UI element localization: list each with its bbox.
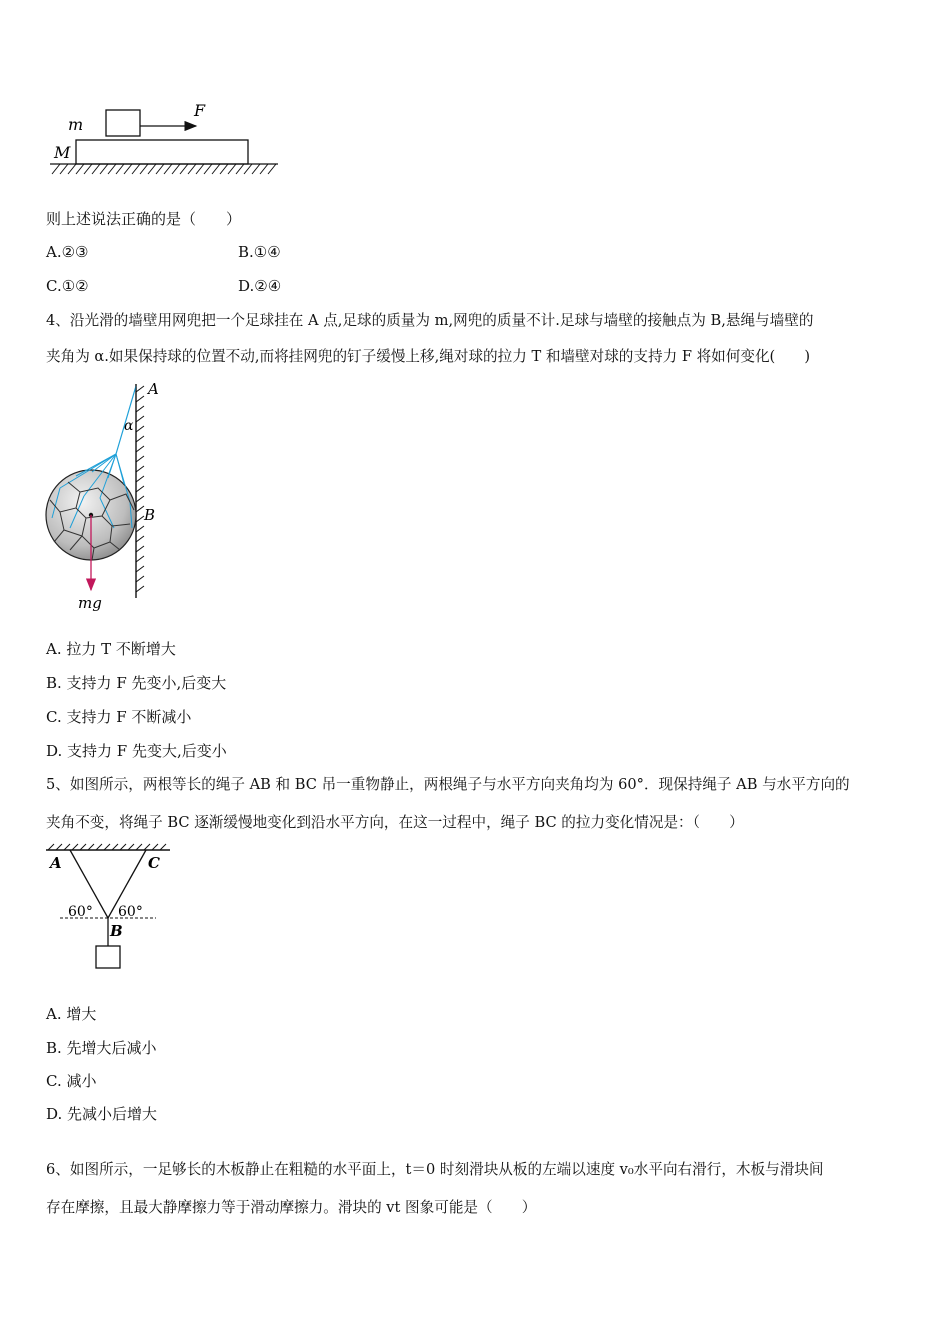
block-board-figure — [46, 100, 286, 180]
q5-stem-line1: 5、如图所示，两根等长的绳子 AB 和 BC 吊一重物静止，两根绳子与水平方向夹角均为 60°．现保持绳子 AB 与水平方向的 — [46, 776, 850, 793]
q6-stem-line1: 6、如图所示，一足够长的木板静止在粗糙的水平面上，t＝0 时刻滑块从板的左端以速度 v₀水平向右滑行，木板与滑块间 — [46, 1161, 824, 1178]
ceiling-hatch — [48, 844, 166, 850]
label-alpha: α — [124, 418, 134, 434]
q5-option-b[interactable]: B. 先增大后减小 — [46, 1039, 157, 1057]
angle-right: 60° — [118, 904, 143, 920]
board-M — [76, 140, 248, 164]
wall-hatch — [136, 386, 144, 592]
q5-option-d[interactable]: D. 先减小后增大 — [46, 1105, 158, 1123]
small-block-m — [106, 110, 140, 136]
football-wall-figure — [40, 378, 190, 618]
q6-stem-line2: 存在摩擦，且最大静摩擦力等于滑动摩擦力。滑块的 vt 图象可能是（ ） — [46, 1199, 537, 1216]
two-ropes-figure — [44, 842, 184, 972]
label-C-q5: C — [148, 854, 160, 872]
q4-stem-line1: 4、沿光滑的墙壁用网兜把一个足球挂在 A 点,足球的质量为 m,网兜的质量不计.足球与墙壁的接触点为 B,悬绳与墙壁的 — [46, 312, 814, 329]
q3-prompt: 则上述说法正确的是（ ） — [46, 210, 242, 228]
label-M: M — [54, 143, 71, 162]
label-A: A — [148, 380, 159, 398]
ground-hatch — [52, 164, 276, 174]
label-m: m — [68, 115, 84, 134]
q4-option-c[interactable]: C. 支持力 F 不断减小 — [46, 708, 192, 726]
q5-option-a[interactable]: A. 增大 — [46, 1005, 97, 1023]
q4-option-b[interactable]: B. 支持力 F 先变小,后变大 — [46, 674, 227, 692]
label-F: F — [194, 101, 206, 120]
angle-left: 60° — [68, 904, 93, 920]
label-A-q5: A — [50, 854, 62, 872]
label-mg: mg — [78, 594, 102, 612]
q3-option-c[interactable]: C.①② — [46, 277, 89, 295]
hanging-weight — [96, 946, 120, 968]
label-B: B — [144, 506, 156, 524]
q3-option-d[interactable]: D.②④ — [238, 277, 282, 295]
q4-option-d[interactable]: D. 支持力 F 先变大,后变小 — [46, 742, 227, 760]
q3-option-a[interactable]: A.②③ — [46, 243, 89, 261]
q5-stem-line2: 夹角不变，将绳子 BC 逐渐缓慢地变化到沿水平方向，在这一过程中，绳子 BC 的拉力变化情况是：（ ） — [46, 814, 744, 831]
q4-option-a[interactable]: A. 拉力 T 不断增大 — [46, 640, 176, 658]
q5-option-c[interactable]: C. 减小 — [46, 1072, 97, 1090]
label-B-q5: B — [110, 922, 123, 940]
q3-option-b[interactable]: B.①④ — [238, 243, 281, 261]
q4-stem-line2: 夹角为 α.如果保持球的位置不动,而将挂网兜的钉子缓慢上移,绳对球的拉力 T 和墙壁对球的支持力 F 将如何变化( ) — [46, 348, 811, 365]
